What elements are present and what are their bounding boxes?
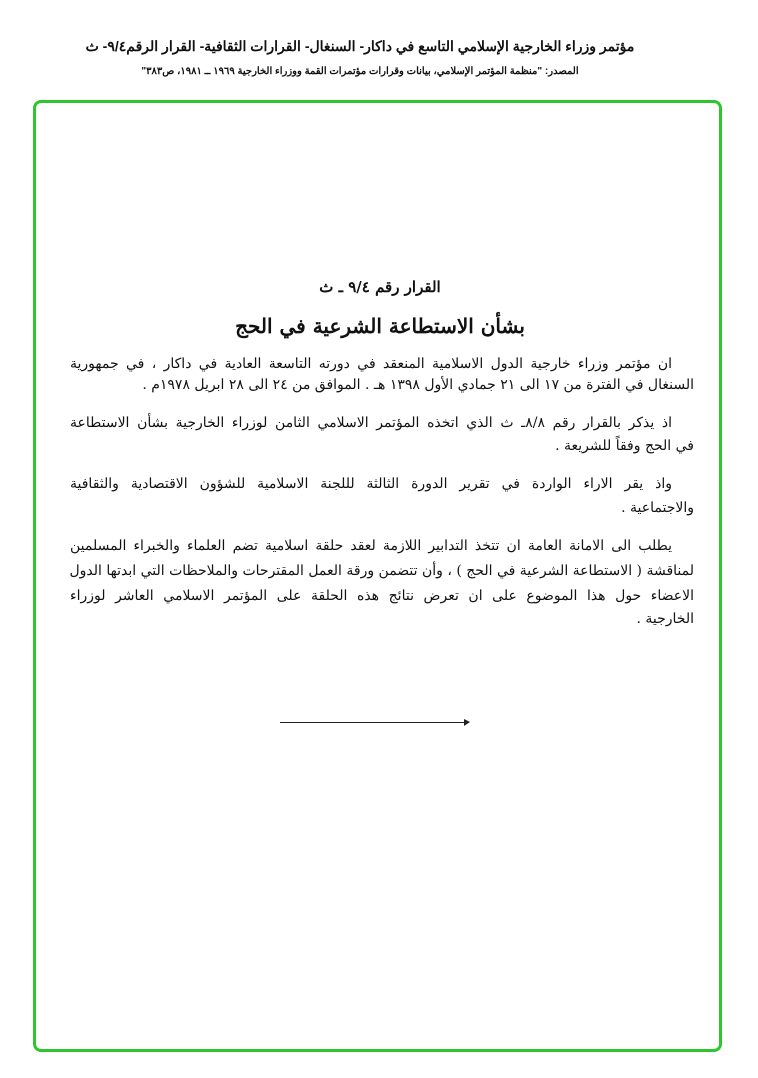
end-arrow-rule (280, 722, 468, 723)
paragraph-3-line-1: واذ يقر الاراء الواردة في تقرير الدورة الثالثة لللجنة الاسلامية للشؤون الاقتصادية والثقافية (70, 476, 672, 492)
page-header-source: المصدر: "منظمة المؤتمر الإسلامي، بيانات وقرارات مؤتمرات القمة ووزراء الخارجية ١٩٦٩ ــ ١٩٨١، ص٣٨٣" (141, 66, 579, 77)
paragraph-4-line-1: يطلب الى الامانة العامة ان تتخذ التدابير اللازمة لعقد حلقة اسلامية تضم العلماء والخبراء المسلمين (70, 538, 672, 554)
paragraph-2-line-2: في الحج وفقاً للشريعة . (555, 438, 694, 454)
paragraph-1-line-1: ان مؤتمر وزراء خارجية الدول الاسلامية المنعقد في دورته التاسعة العادية في داكار ، في جمهورية (70, 356, 672, 372)
page-header-title: مؤتمر وزراء الخارجية الإسلامي التاسع في داكار- السنغال- القرارات الثقافية- القرار الرقم٩/٤- ث (85, 38, 635, 54)
paragraph-2-line-1: اذ يذكر بالقرار رقم ٨/٨ـ ث الذي اتخذه المؤتمر الاسلامي الثامن لوزراء الخارجية بشأن الاستطاعة (70, 415, 673, 431)
resolution-number: القرار رقم ٩/٤ ـ ث (319, 278, 441, 296)
paragraph-4-line-2: لمناقشة ( الاستطاعة الشرعية في الحج ) ، وأن تتضمن ورقة العمل المقترحات والملاحظات التي ابدتها الدول (69, 563, 694, 579)
paragraph-4-line-4: الخارجية . (636, 611, 694, 627)
resolution-subject: بشأن الاستطاعة الشرعية في الحج (235, 314, 525, 338)
paragraph-1-line-2: السنغال في الفترة من ١٧ الى ٢١ جمادي الأول ١٣٩٨ هـ . الموافق من ٢٤ الى ٢٨ ابريل ١٩٧٨م . (142, 377, 694, 393)
paragraph-4-line-3: الاعضاء حول هذا الموضوع على ان تعرض نتائج هذه الحلقة على المؤتمر الاسلامي العاشر لوزراء (70, 588, 694, 604)
paragraph-3-line-2: والاجتماعية . (621, 500, 694, 516)
